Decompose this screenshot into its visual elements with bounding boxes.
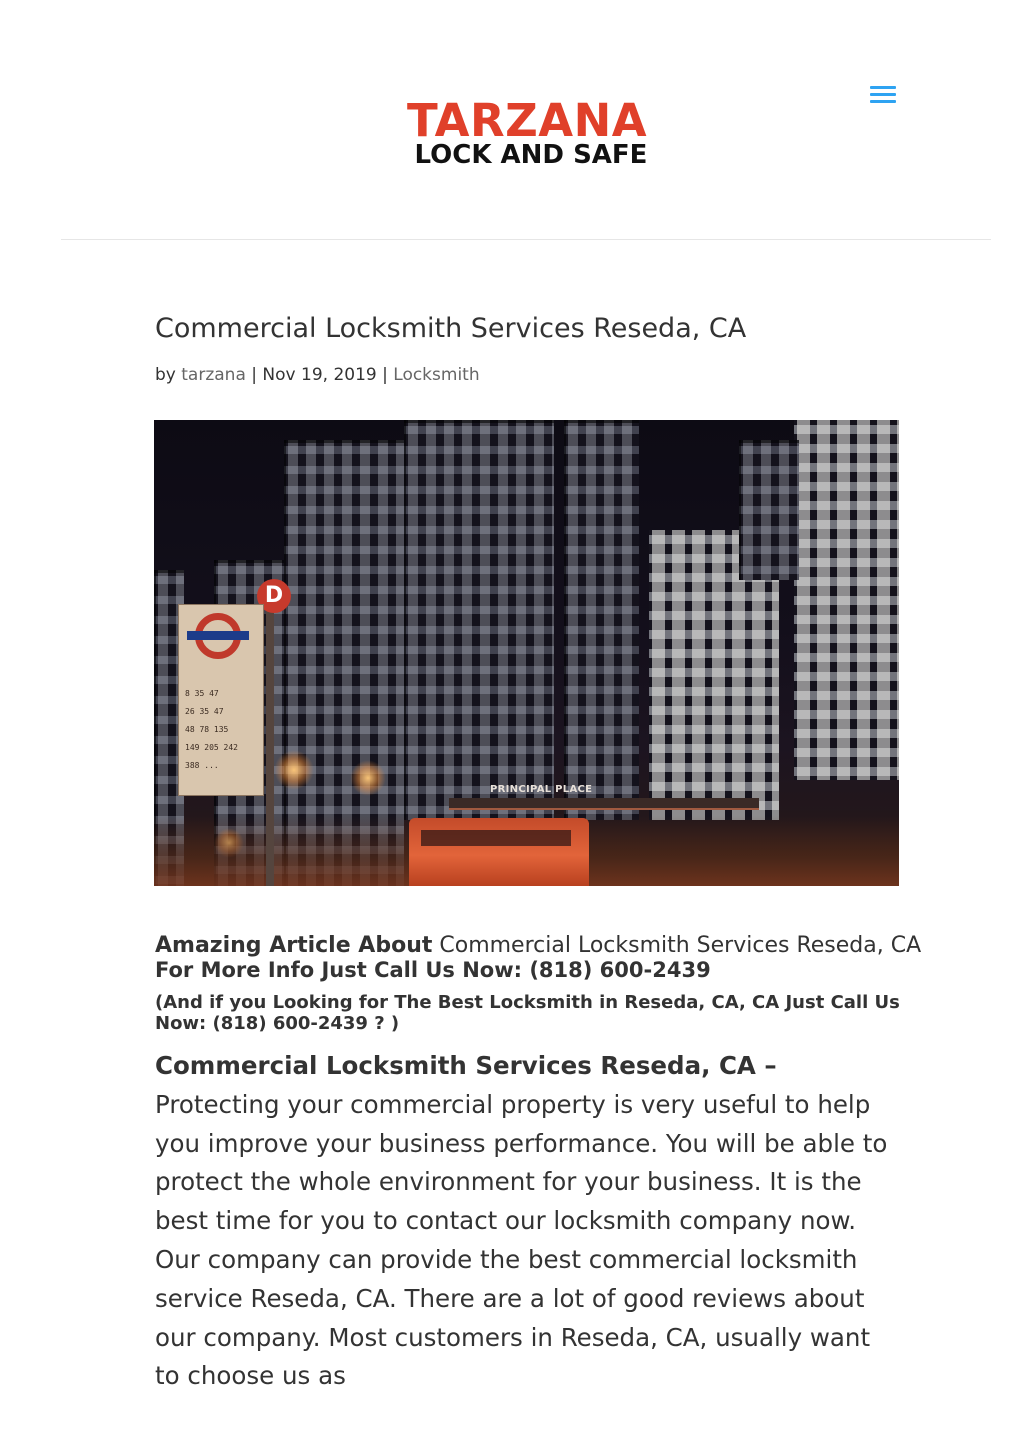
logo-subtitle: LOCK AND SAFE xyxy=(414,140,648,170)
street-lamp-glow xyxy=(350,760,386,796)
route-numbers xyxy=(185,685,257,775)
bus-stop-letter: D xyxy=(257,579,291,613)
post-meta xyxy=(155,363,480,387)
roundel-bar xyxy=(187,631,249,640)
meta-by-label: by xyxy=(155,365,176,385)
red-bus xyxy=(409,818,589,886)
route-row: 149 205 242 xyxy=(185,743,238,752)
header-divider xyxy=(61,239,991,240)
canopy-sign: PRINCIPAL PLACE xyxy=(490,784,593,795)
street-lamp-glow xyxy=(274,750,314,790)
sign-pole xyxy=(266,610,274,886)
route-row: 48 78 135 xyxy=(185,725,229,734)
menu-bar xyxy=(870,93,896,96)
body-lead: Commercial Locksmith Services Reseda, CA – xyxy=(155,1051,777,1080)
canopy xyxy=(449,798,759,810)
category-link[interactable]: Locksmith xyxy=(393,365,480,385)
call-line: For More Info Just Call Us Now: (818) 600-2439 xyxy=(155,958,711,982)
site-logo[interactable] xyxy=(396,96,658,174)
menu-bar xyxy=(870,86,896,89)
body-paragraph xyxy=(155,1047,900,1396)
featured-image xyxy=(154,420,899,886)
route-row: 26 35 47 xyxy=(185,707,224,716)
body-text: Protecting your commercial property is very useful to help you improve your business performance. You will be able to protect the whole environment for your business. It is the best time for you to contact our locksmith company now. Our company can provide the best commercial locksmith service Reseda, CA. There are a lot of good reviews about our company. Most customers in Reseda, CA, usually want to choose us as xyxy=(155,1089,888,1391)
meta-separator: | xyxy=(382,365,388,385)
intro-line xyxy=(155,933,922,959)
route-row: 8 35 47 xyxy=(185,689,219,698)
site-header xyxy=(0,0,1024,240)
post-date: Nov 19, 2019 xyxy=(262,365,377,385)
building xyxy=(794,420,899,780)
menu-bar xyxy=(870,100,896,103)
author-link[interactable]: tarzana xyxy=(181,365,246,385)
hamburger-menu-icon[interactable] xyxy=(870,84,898,106)
intro-text: Commercial Locksmith Services Reseda, CA xyxy=(432,933,922,958)
route-row: 388 ... xyxy=(185,761,219,770)
meta-separator: | xyxy=(251,365,258,385)
building xyxy=(564,420,639,820)
bus-stop-sign xyxy=(178,604,264,796)
building xyxy=(404,420,554,820)
logo-title: TARZANA xyxy=(406,94,648,147)
intro-bold: Amazing Article About xyxy=(155,933,433,958)
post-title: Commercial Locksmith Services Reseda, CA xyxy=(155,313,747,344)
building xyxy=(739,440,799,580)
sub-call-text: (And if you Looking for The Best Locksmith in Reseda, CA, CA Just Call Us Now: (818) 600-2439 ? ) xyxy=(155,992,900,1034)
